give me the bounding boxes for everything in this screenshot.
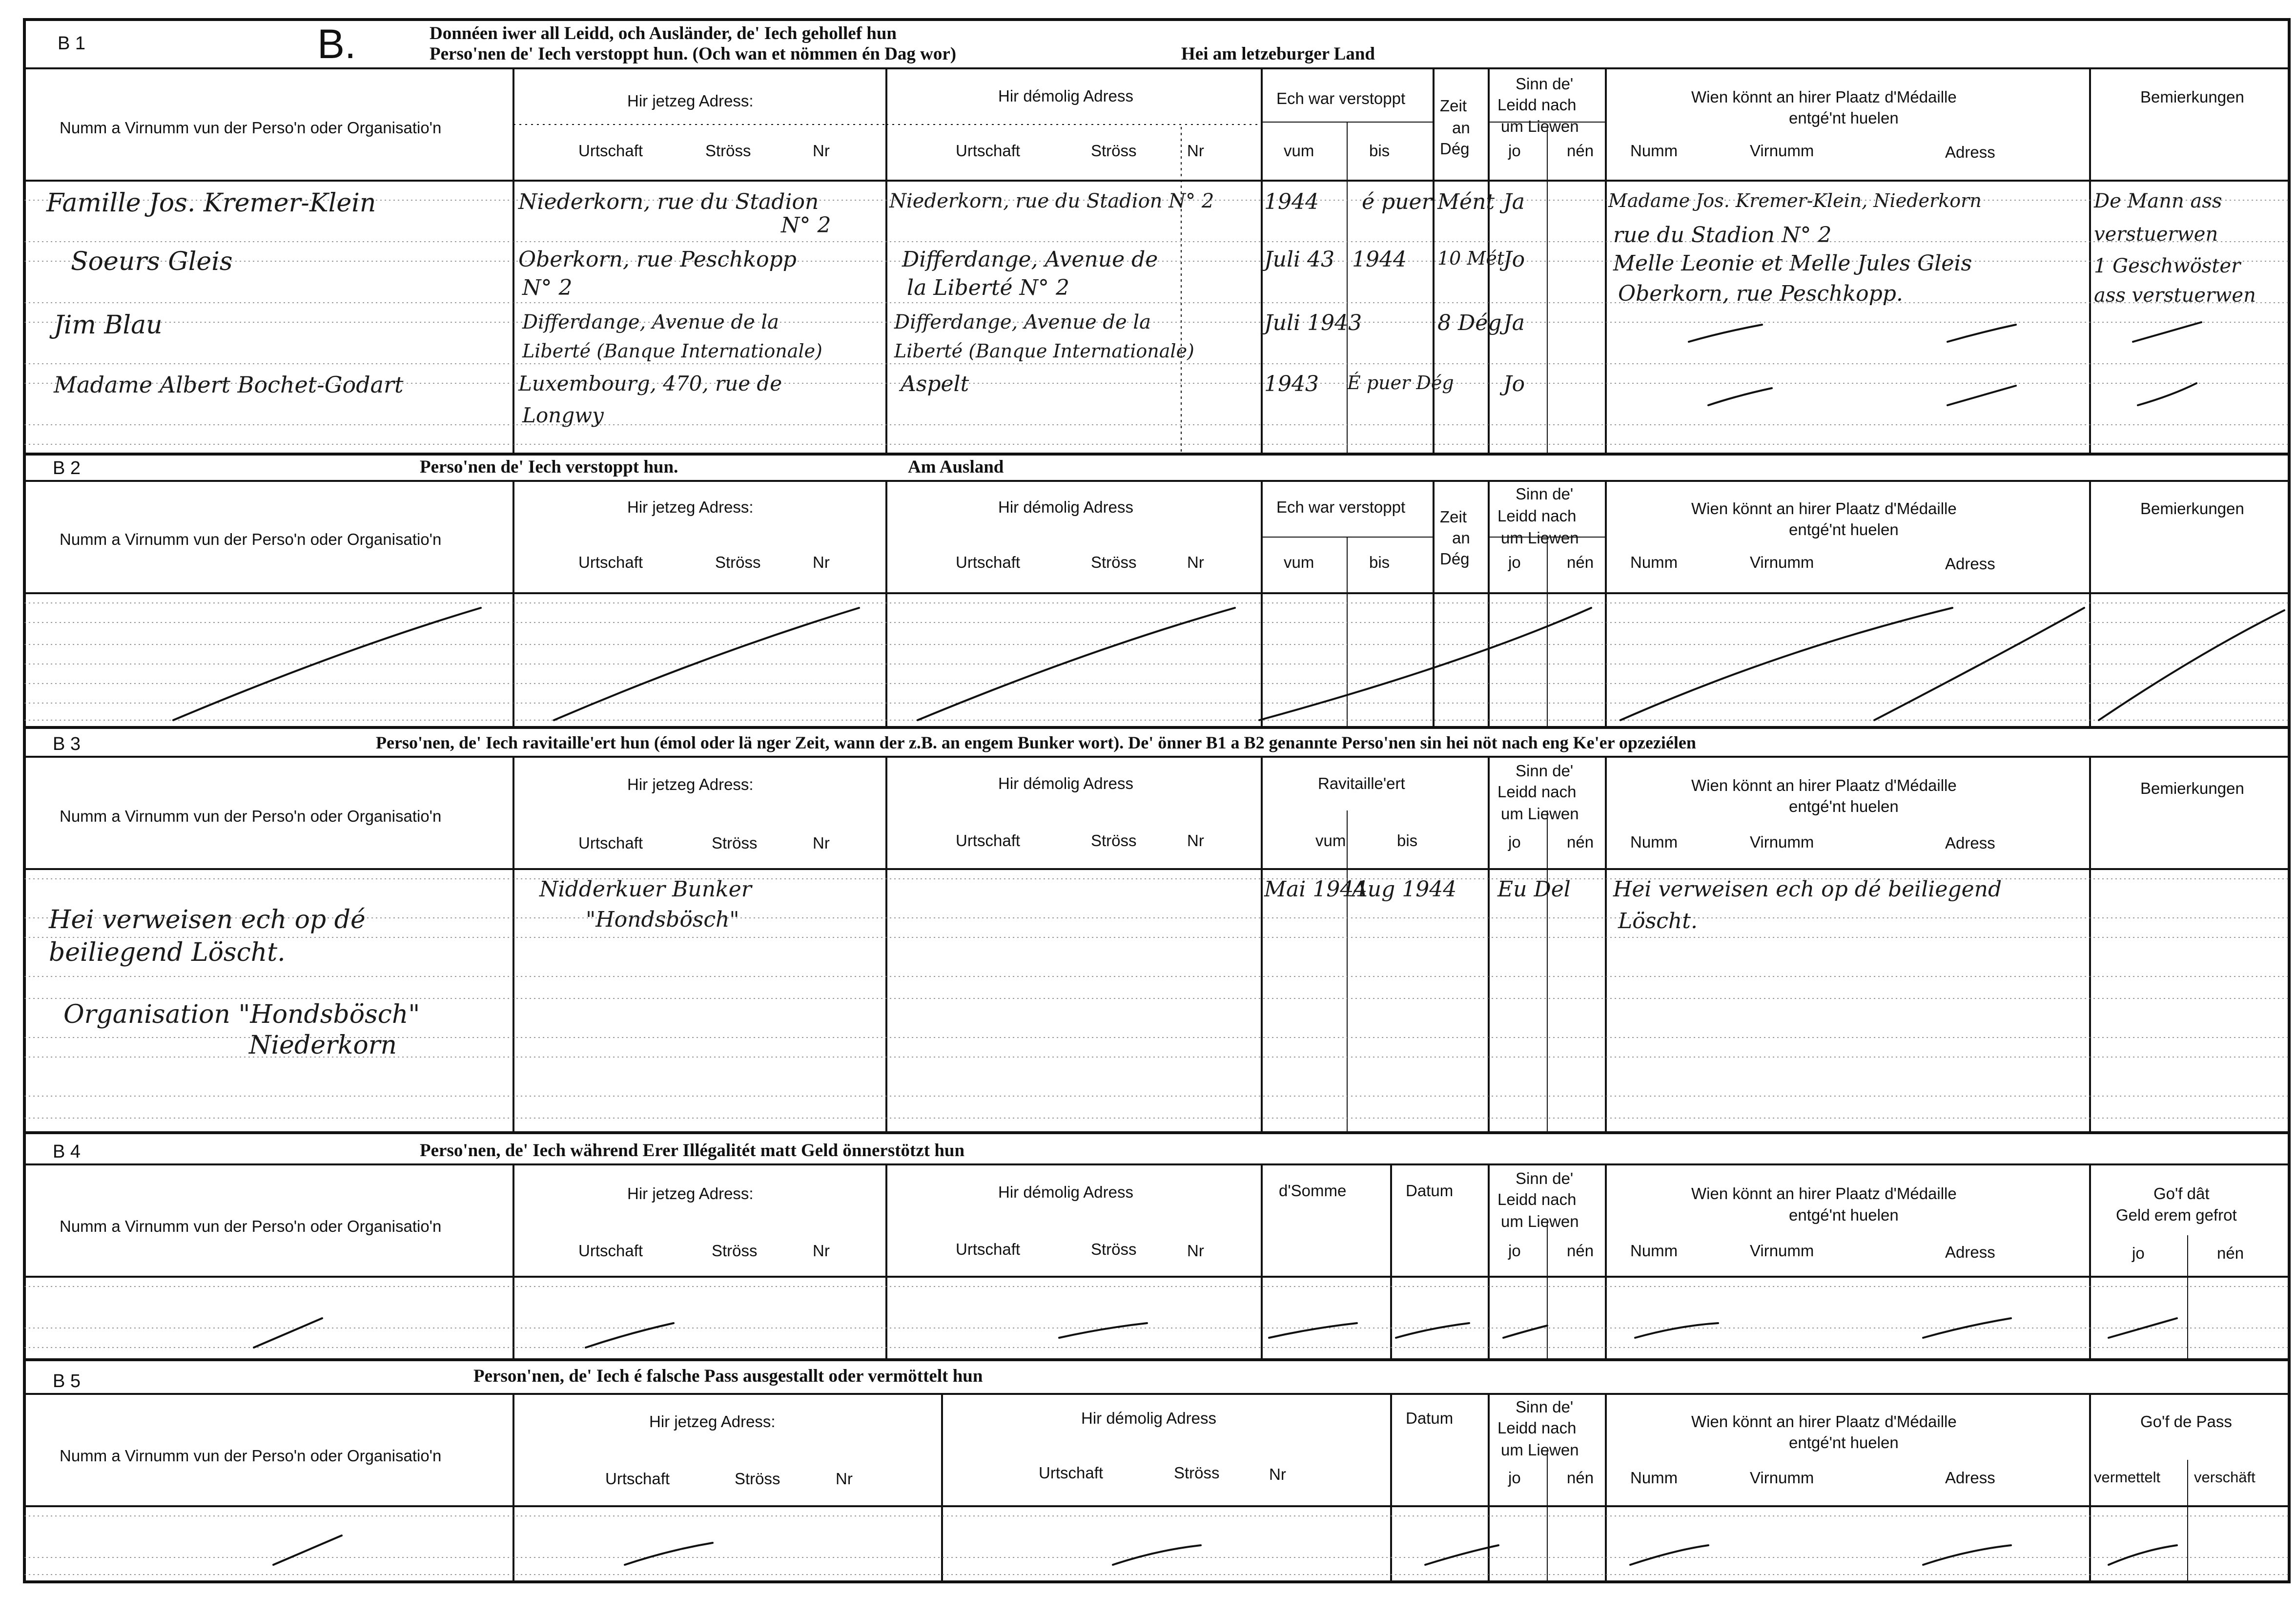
b1-entry-3-former: Differdange, Avenue de la	[894, 311, 1151, 333]
suffered-header-1: Sinn de'	[1516, 762, 1574, 780]
street-header: Ströss	[1091, 1240, 1137, 1258]
medal-address-header: Adress	[1945, 555, 1995, 573]
b1-entry-1-name: Famille Jos. Kremer-Klein	[46, 188, 376, 218]
name-col-header: Numm a Virnumm vun der Perso'n oder Organisatio'n	[60, 1217, 442, 1235]
no-header: nén	[1567, 1242, 1594, 1260]
b3-medal-cont: Löscht.	[1618, 909, 1698, 934]
b1-entry-2-current-cont: N° 2	[522, 275, 573, 300]
b1-entry-3-yes: Ja	[1503, 311, 1525, 335]
place-header: Urtschaft	[605, 1470, 670, 1488]
medal-name-header: Numm	[1630, 1242, 1678, 1260]
no-header: nén	[1567, 1469, 1594, 1487]
section-code-b3: B 3	[53, 734, 81, 754]
time-header-2: an	[1452, 529, 1470, 547]
b3-name-line-3: Organisation "Hondsbösch"	[63, 1000, 420, 1029]
no-header: nén	[1567, 142, 1594, 160]
hidden-header: Ech war verstoppt	[1276, 89, 1406, 107]
suffered-header-1: Sinn de'	[1516, 485, 1574, 503]
pass-header: Go'f de Pass	[2140, 1412, 2232, 1431]
section-title-b5: Person'nen, de' Iech é falsche Pass ausgestallt oder vermöttelt hun	[473, 1366, 983, 1386]
b1-entry-1-current-cont: N° 2	[781, 213, 831, 238]
street-header: Ströss	[1091, 553, 1137, 571]
pass-mediated-header: vermettelt	[2094, 1469, 2161, 1486]
b1-entry-2-medal-cont: Oberkorn, rue Peschkopp.	[1618, 281, 1903, 306]
time-header-3: Dég	[1440, 550, 1470, 568]
medal-name-header: Numm	[1630, 142, 1678, 160]
section-title-b2-right: Am Ausland	[908, 457, 1004, 477]
street-header: Ströss	[1091, 831, 1137, 850]
b1-entry-1-former: Niederkorn, rue du Stadion N° 2	[889, 190, 1214, 212]
current-address-header: Hir jetzeg Adress:	[627, 775, 754, 793]
number-header: Nr	[1187, 831, 1204, 850]
suffered-header-1: Sinn de'	[1516, 1398, 1574, 1416]
medal-address-header: Adress	[1945, 1469, 1995, 1487]
medal-first-header: Virnumm	[1750, 1242, 1814, 1260]
street-header: Ströss	[1091, 142, 1137, 160]
section-code-b1: B 1	[58, 33, 86, 54]
number-header: Nr	[1187, 142, 1204, 160]
b1-entry-3-name: Jim Blau	[54, 311, 163, 340]
yes-header: jo	[1508, 142, 1521, 160]
money-no-header: nén	[2217, 1244, 2244, 1262]
medal-header-1: Wien könnt an hirer Plaatz d'Médaille	[1691, 499, 1957, 518]
yes-header: jo	[1508, 553, 1521, 571]
time-header-1: Zeit	[1440, 97, 1467, 115]
current-address-header: Hir jetzeg Adress:	[627, 498, 754, 516]
former-address-header: Hir démolig Adress	[998, 87, 1133, 105]
medal-first-header: Virnumm	[1750, 553, 1814, 571]
suffered-header-1: Sinn de'	[1516, 75, 1574, 93]
number-header: Nr	[813, 834, 830, 852]
no-header: nén	[1567, 553, 1594, 571]
date-header: Datum	[1406, 1409, 1454, 1427]
b1-entry-4-name: Madame Albert Bochet-Godart	[54, 372, 404, 398]
b1-entry-4-current: Luxembourg, 470, rue de	[518, 372, 782, 395]
intro-line-2-right: Hei am letzeburger Land	[1181, 44, 1375, 64]
b1-entry-1-time: Mént	[1437, 189, 1495, 214]
number-header: Nr	[1269, 1465, 1286, 1483]
former-address-header: Hir démolig Adress	[998, 774, 1133, 792]
suffered-header-3: um Liewen	[1501, 117, 1579, 135]
b1-entry-1-medal: Madame Jos. Kremer-Klein, Niederkorn	[1608, 190, 1982, 211]
current-address-header: Hir jetzeg Adress:	[649, 1412, 776, 1431]
place-header: Urtschaft	[1039, 1464, 1104, 1482]
b3-name-line-4: Niederkorn	[249, 1031, 397, 1060]
remarks-header: Bemierkungen	[2140, 499, 2244, 518]
b3-to: Aug 1944	[1352, 877, 1457, 902]
place-header: Urtschaft	[956, 142, 1021, 160]
medal-name-header: Numm	[1630, 1469, 1678, 1487]
name-col-header: Numm a Virnumm vun der Perso'n oder Organisatio'n	[60, 1447, 442, 1465]
medal-header-1: Wien könnt an hirer Plaatz d'Médaille	[1691, 88, 1957, 106]
street-header: Ströss	[715, 553, 761, 571]
place-header: Urtschaft	[956, 553, 1021, 571]
amount-header: d'Somme	[1279, 1182, 1347, 1200]
to-header: bis	[1397, 831, 1418, 850]
from-header: vum	[1315, 831, 1346, 850]
hidden-header: Ech war verstoppt	[1276, 498, 1406, 516]
suffered-header-3: um Liewen	[1501, 805, 1579, 823]
b1-entry-2-remark-2: 1 Geschwöster	[2094, 255, 2241, 277]
b1-entry-2-remark: verstuerwen	[2094, 223, 2218, 246]
section-code-b4: B 4	[53, 1141, 81, 1162]
place-header: Urtschaft	[578, 834, 643, 852]
b1-entry-2-remark-3: ass verstuerwen	[2094, 284, 2256, 307]
place-header: Urtschaft	[578, 142, 643, 160]
suffered-header-2: Leidd nach	[1497, 1419, 1577, 1437]
b1-entry-1-to: é puer	[1362, 189, 1432, 214]
suffered-header-3: um Liewen	[1501, 1212, 1579, 1230]
time-header-3: Dég	[1440, 140, 1470, 158]
b1-entry-4-yes: Jo	[1503, 372, 1525, 396]
b1-entry-4-current-cont: Longwy	[522, 403, 604, 427]
place-header: Urtschaft	[956, 831, 1021, 850]
remarks-header: Bemierkungen	[2140, 88, 2244, 106]
b1-entry-1-remark: De Mann ass	[2094, 190, 2222, 212]
medal-header-2: entgé'nt huelen	[1789, 1206, 1899, 1224]
to-header: bis	[1369, 142, 1390, 160]
b1-entry-2-time: 10 Mét	[1437, 248, 1505, 269]
medal-header-1: Wien könnt an hirer Plaatz d'Médaille	[1691, 1184, 1957, 1203]
medal-header-2: entgé'nt huelen	[1789, 797, 1899, 815]
b3-name-line-2: beiliegend Löscht.	[49, 938, 286, 967]
yes-header: jo	[1508, 1469, 1521, 1487]
former-address-header: Hir démolig Adress	[1081, 1409, 1216, 1427]
street-header: Ströss	[712, 1242, 758, 1260]
suffered-header-1: Sinn de'	[1516, 1169, 1574, 1187]
current-address-header: Hir jetzeg Adress:	[627, 92, 754, 110]
b1-entry-4-from: 1943	[1264, 372, 1319, 396]
b1-entry-2-name: Soeurs Gleis	[71, 247, 233, 276]
b1-entry-1-from: 1944	[1264, 189, 1319, 214]
b3-name-line-1: Hei verweisen ech op dé	[49, 905, 366, 934]
b1-entry-1-yes: Ja	[1503, 189, 1525, 214]
name-col-header: Numm a Virnumm vun der Perso'n oder Organisatio'n	[60, 119, 442, 137]
b1-entry-1-medal-cont: rue du Stadion N° 2	[1613, 223, 1832, 248]
b1-entry-2-yes: Jo	[1503, 247, 1525, 272]
number-header: Nr	[1187, 553, 1204, 571]
b1-entry-3-from: Juli 1943	[1264, 311, 1362, 335]
from-header: vum	[1284, 142, 1314, 160]
medal-first-header: Virnumm	[1750, 833, 1814, 851]
b3-suffered: Eu Del	[1497, 877, 1571, 902]
current-address-header: Hir jetzeg Adress:	[627, 1184, 754, 1203]
b1-entry-3-current-cont: Liberté (Banque Internationale)	[522, 340, 822, 362]
b1-entry-2-from: Juli 43	[1264, 247, 1335, 272]
b1-entry-4-to: É puer Dég	[1347, 372, 1454, 394]
name-col-header: Numm a Virnumm vun der Perso'n oder Organisatio'n	[60, 807, 442, 825]
former-address-header: Hir démolig Adress	[998, 1183, 1133, 1201]
b1-entry-3-current: Differdange, Avenue de la	[522, 311, 779, 333]
medal-first-header: Virnumm	[1750, 1469, 1814, 1487]
b3-medal: Hei verweisen ech op dé beiliegend	[1613, 877, 2002, 902]
suffered-header-2: Leidd nach	[1497, 507, 1577, 525]
money-header-2: Geld erem gefrot	[2116, 1206, 2237, 1224]
number-header: Nr	[1187, 1242, 1204, 1260]
medal-header-2: entgé'nt huelen	[1789, 520, 1899, 539]
b1-entry-3-time: 8 Dég	[1437, 311, 1502, 335]
former-address-header: Hir démolig Adress	[998, 498, 1133, 516]
to-header: bis	[1369, 553, 1390, 571]
intro-line-2: Perso'nen de' Iech verstoppt hun. (Och wan et nömmen én Dag wor)	[430, 44, 957, 64]
remarks-header: Bemierkungen	[2140, 779, 2244, 797]
section-title-b4: Perso'nen, de' Iech während Erer Illégalitét matt Geld önnerstötzt hun	[420, 1141, 965, 1161]
pass-provided-header: verschäft	[2194, 1469, 2255, 1486]
place-header: Urtschaft	[956, 1240, 1021, 1258]
medal-header-2: entgé'nt huelen	[1789, 109, 1899, 127]
medal-name-header: Numm	[1630, 833, 1678, 851]
ravitailleert-header: Ravitaille'ert	[1318, 774, 1405, 792]
suffered-header-2: Leidd nach	[1497, 783, 1577, 801]
medal-name-header: Numm	[1630, 553, 1678, 571]
b3-current: Nidderkuer Bunker	[539, 877, 752, 902]
number-header: Nr	[813, 1242, 830, 1260]
section-code-b5: B 5	[53, 1371, 81, 1391]
number-header: Nr	[813, 553, 830, 571]
b1-entry-4-former: Aspelt	[901, 372, 969, 396]
money-header-1: Go'f dât	[2153, 1184, 2210, 1203]
street-header: Ströss	[735, 1470, 780, 1488]
section-title-b3: Perso'nen, de' Iech ravitaille'ert hun (émol oder lä nger Zeit, wann der z.B. an engem Bunker wort). De' önner B1 a B2 genannte Perso'nen sin hei nöt nach eng Ke'er opzeziélen	[376, 733, 1696, 752]
section-code-b2: B 2	[53, 458, 81, 478]
b3-current-cont: "Hondsbösch"	[586, 907, 739, 932]
b1-entry-2-to: 1944	[1352, 247, 1407, 272]
b3-from: Mai 1944	[1264, 877, 1368, 902]
b1-entry-1-current: Niederkorn, rue du Stadion	[518, 189, 819, 214]
medal-first-header: Virnumm	[1750, 142, 1814, 160]
b1-entry-2-former-cont: la Liberté N° 2	[907, 275, 1070, 300]
intro-line-1: Donnéen iwer all Leidd, och Ausländer, de' Iech gehollef hun	[430, 23, 897, 43]
b1-entry-2-current: Oberkorn, rue Peschkopp	[518, 247, 797, 272]
time-header-1: Zeit	[1440, 508, 1467, 526]
medal-address-header: Adress	[1945, 143, 1995, 161]
time-header-2: an	[1452, 119, 1470, 137]
suffered-header-3: um Liewen	[1501, 529, 1579, 547]
section-title-b2: Perso'nen de' Iech verstoppt hun.	[420, 457, 678, 477]
number-header: Nr	[813, 142, 830, 160]
medal-address-header: Adress	[1945, 1243, 1995, 1261]
money-yes-header: jo	[2132, 1244, 2145, 1262]
medal-header-1: Wien könnt an hirer Plaatz d'Médaille	[1691, 1412, 1957, 1431]
yes-header: jo	[1508, 833, 1521, 851]
medal-address-header: Adress	[1945, 834, 1995, 852]
no-header: nén	[1567, 833, 1594, 851]
from-header: vum	[1284, 553, 1314, 571]
suffered-header-2: Leidd nach	[1497, 96, 1577, 114]
name-col-header: Numm a Virnumm vun der Perso'n oder Organisatio'n	[60, 530, 442, 548]
b1-entry-3-former-cont: Liberté (Banque Internationale)	[894, 340, 1194, 362]
medal-header-1: Wien könnt an hirer Plaatz d'Médaille	[1691, 776, 1957, 794]
b1-entry-2-medal: Melle Leonie et Melle Jules Gleis	[1613, 251, 1972, 276]
street-header: Ströss	[705, 142, 751, 160]
yes-header: jo	[1508, 1242, 1521, 1260]
street-header: Ströss	[712, 834, 758, 852]
street-header: Ströss	[1174, 1464, 1220, 1482]
date-header: Datum	[1406, 1182, 1454, 1200]
place-header: Urtschaft	[578, 553, 643, 571]
medal-header-2: entgé'nt huelen	[1789, 1433, 1899, 1452]
suffered-header-3: um Liewen	[1501, 1441, 1579, 1459]
form-letter: B.	[317, 21, 356, 67]
b1-entry-2-former: Differdange, Avenue de	[902, 247, 1158, 272]
number-header: Nr	[836, 1470, 853, 1488]
place-header: Urtschaft	[578, 1242, 643, 1260]
suffered-header-2: Leidd nach	[1497, 1190, 1577, 1208]
